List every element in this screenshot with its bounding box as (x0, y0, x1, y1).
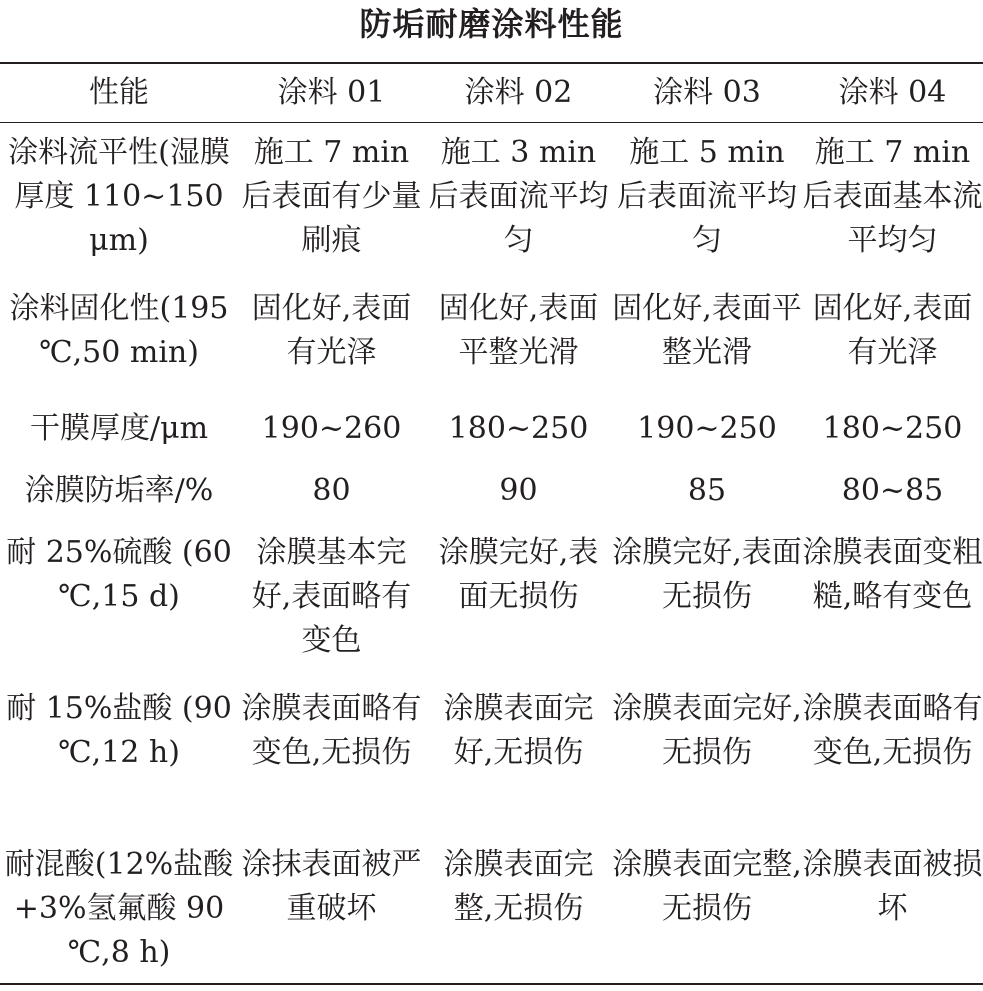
cell-text: 90 (499, 473, 538, 508)
cell-text: 固化好,表面平整光滑 (438, 291, 599, 370)
header-row (0, 63, 983, 123)
table-row (0, 279, 983, 399)
table-cell (425, 279, 612, 399)
header-coating-01: 涂料 01 (238, 63, 425, 123)
table-cell (238, 399, 425, 461)
table-cell (802, 279, 983, 399)
table-title: 防垢耐磨涂料性能 (359, 5, 624, 43)
table-cell (238, 835, 425, 984)
row-label-mixed-acid (0, 835, 238, 984)
cell-text: 涂膜表面被损坏 (802, 847, 983, 926)
cell-text: 施工 7 min 后表面有少量刷痕 (241, 135, 422, 258)
cell-text: 80~85 (841, 473, 944, 508)
table-row (0, 835, 983, 984)
property-text: 耐 25%硫酸 (60 ℃,15 d) (6, 535, 232, 614)
property-text: 涂料固化性(195 ℃,50 min) (9, 291, 229, 370)
cell-text: 固化好,表面有光泽 (251, 291, 412, 370)
table-cell (612, 399, 802, 461)
header-coating-03: 涂料 03 (612, 63, 802, 123)
performance-table (0, 62, 983, 985)
header-coating-04: 涂料 04 (802, 63, 983, 123)
cell-text: 涂膜表面变粗糙,略有变色 (802, 535, 983, 614)
table-cell (238, 461, 425, 523)
table-row (0, 399, 983, 461)
cell-text: 190~250 (637, 411, 777, 446)
cell-text: 涂膜表面略有变色,无损伤 (241, 691, 422, 770)
cell-text: 施工 3 min 后表面流平均匀 (428, 135, 609, 258)
cell-text: 180~250 (822, 411, 963, 446)
cell-text: 固化好,表面有光泽 (812, 291, 973, 370)
table-cell (612, 123, 802, 280)
row-label-flow-leveling (0, 123, 238, 280)
table-cell (425, 399, 612, 461)
table-row (0, 523, 983, 679)
property-text: 干膜厚度/μm (29, 411, 209, 446)
cell-text: 涂膜表面完整,无损伤 (443, 847, 594, 926)
cell-text: 涂抹表面被严重破坏 (241, 847, 422, 926)
table-cell (612, 461, 802, 523)
table-cell (802, 523, 983, 679)
table-cell (802, 399, 983, 461)
table-cell (802, 679, 983, 835)
cell-text: 涂膜完好,表面无损伤 (612, 535, 802, 614)
cell-text: 180~250 (448, 411, 589, 446)
table-cell (612, 835, 802, 984)
row-label-antiscale-rate (0, 461, 238, 523)
table-cell (802, 123, 983, 280)
row-label-sulfuric-acid (0, 523, 238, 679)
cell-text: 固化好,表面平整光滑 (612, 291, 802, 370)
table-cell (238, 679, 425, 835)
table-cell (238, 123, 425, 280)
cell-text: 施工 5 min 后表面流平均匀 (617, 135, 797, 258)
cell-text: 施工 7 min 后表面基本流平均匀 (802, 135, 983, 258)
table-cell (802, 835, 983, 984)
table-cell (425, 523, 612, 679)
table-row (0, 679, 983, 835)
table-cell (802, 461, 983, 523)
table-cell (425, 679, 612, 835)
table-row (0, 123, 983, 280)
table-cell (612, 523, 802, 679)
table-cell (238, 279, 425, 399)
property-text: 耐 15%盐酸 (90 ℃,12 h) (6, 691, 232, 770)
table-row (0, 461, 983, 523)
header-property: 性能 (0, 63, 238, 123)
header-coating-02: 涂料 02 (425, 63, 612, 123)
table-cell (612, 679, 802, 835)
cell-text: 涂膜表面完好,无损伤 (612, 691, 802, 770)
table-cell (238, 523, 425, 679)
row-label-dry-film-thickness (0, 399, 238, 461)
cell-text: 涂膜基本完好,表面略有变色 (251, 535, 412, 658)
cell-text: 涂膜表面完整,无损伤 (612, 847, 802, 926)
table-cell (425, 461, 612, 523)
row-label-hydrochloric-acid (0, 679, 238, 835)
property-text: 耐混酸(12%盐酸+3%氢氟酸 90 ℃,8 h) (4, 847, 234, 970)
row-label-curing (0, 279, 238, 399)
cell-text: 190~260 (261, 411, 402, 446)
property-text: 涂料流平性(湿膜厚度 110~150 μm) (8, 135, 230, 258)
cell-text: 涂膜完好,表面无损伤 (438, 535, 599, 614)
cell-text: 涂膜表面完好,无损伤 (443, 691, 594, 770)
property-text: 涂膜防垢率/% (24, 473, 214, 508)
cell-text: 涂膜表面略有变色,无损伤 (802, 691, 983, 770)
cell-text: 85 (687, 473, 727, 508)
table-cell (425, 835, 612, 984)
table-cell (425, 123, 612, 280)
cell-text: 80 (312, 473, 351, 508)
table-cell (612, 279, 802, 399)
